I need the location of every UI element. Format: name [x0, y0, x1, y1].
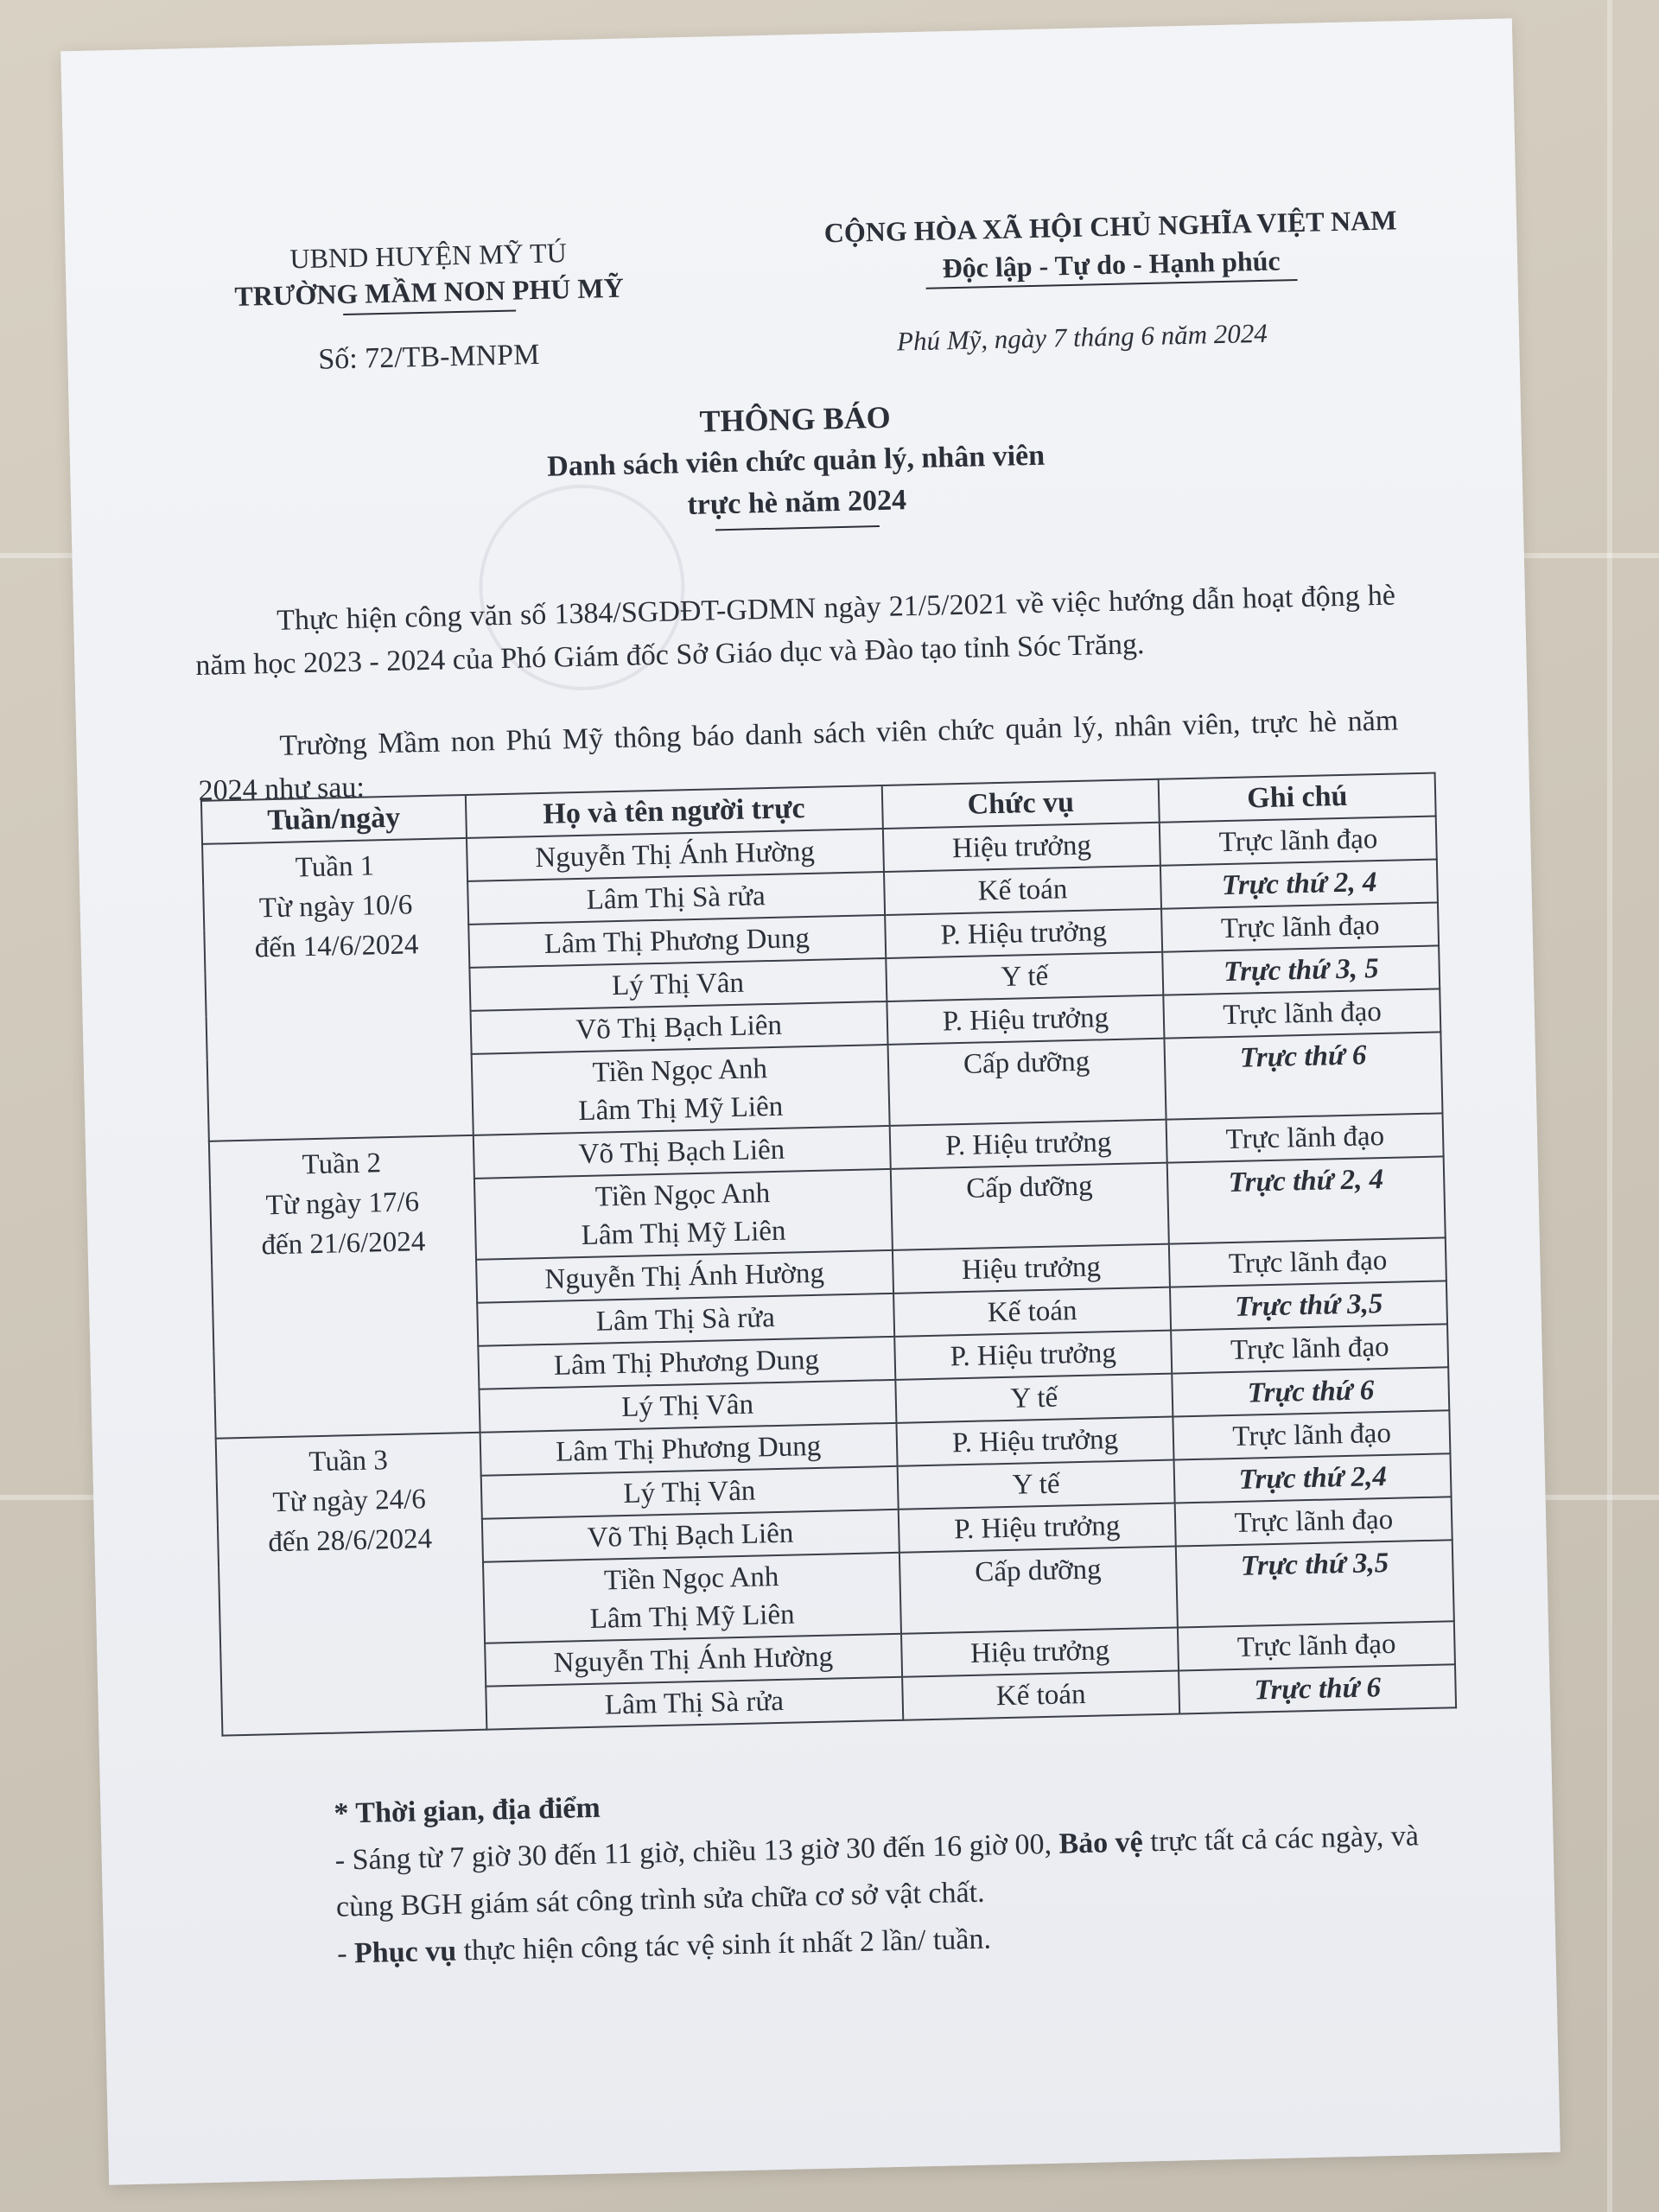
note-cell: Trực lãnh đạo [1173, 1410, 1451, 1459]
note-cell: Trực lãnh đạo [1169, 1237, 1446, 1287]
week-from: Từ ngày 10/6 [258, 889, 413, 925]
staff-name: Võ Thị Bạch Liên [587, 1517, 794, 1554]
staff-name: Nguyễn Thị Ánh Hường [544, 1257, 825, 1296]
position-cell: Hiệu trưởng [883, 823, 1161, 872]
note-cell: Trực lãnh đạo [1175, 1497, 1452, 1546]
week-to: đến 28/6/2024 [267, 1523, 433, 1559]
staff-name: Lâm Thị Mỹ Liên [578, 1090, 784, 1128]
position-cell: Y tế [895, 1374, 1173, 1423]
notes-text: thực hiện công tác vệ sinh ít nhất 2 lần/ tuần. [455, 1923, 992, 1967]
staff-name: Lâm Thị Sà rửa [604, 1685, 785, 1721]
staff-name-cell [474, 1169, 893, 1260]
note-cell: Trực thứ 2,4 [1174, 1453, 1452, 1503]
position-cell: Y tế [886, 952, 1164, 1001]
staff-name: Lý Thị Vân [611, 967, 745, 1002]
position-cell: P. Hiệu trưởng [898, 1503, 1176, 1553]
staff-name: Lâm Thị Sà rửa [595, 1302, 776, 1338]
paragraph-1 [194, 574, 1397, 688]
national-header [756, 200, 1466, 294]
position-cell: P. Hiệu trưởng [885, 909, 1163, 958]
paragraph-1-text: Thực hiện công văn số 1384/SGDĐT-GDMN ngày 21/5/2021 về việc hướng dẫn hoạt động hè năm học 2023 - 2024 của Phó Giám đốc Sở Giáo dục và Đào tạo tỉnh Sóc Trăng. [194, 579, 1396, 683]
position-cell: Kế toán [893, 1287, 1172, 1337]
column-header: Chức vụ [881, 779, 1160, 829]
notes-text: - [336, 1937, 355, 1970]
note-cell: Trực lãnh đạo [1172, 1324, 1449, 1373]
note-cell: Trực lãnh đạo [1178, 1621, 1455, 1670]
floor-tile-seam [1607, 0, 1612, 2212]
week-label: Tuần 3 [308, 1445, 389, 1478]
note-cell: Trực thứ 2, 4 [1167, 1156, 1446, 1243]
note-cell: Trực thứ 6 [1165, 1032, 1443, 1119]
school-name: TRƯỜNG MẦM NON PHÚ MỸ [234, 271, 625, 312]
note-cell: Trực lãnh đạo [1166, 1113, 1444, 1162]
note-cell: Trực thứ 3, 5 [1163, 945, 1440, 995]
week-from: Từ ngày 24/6 [272, 1484, 427, 1519]
position-cell: P. Hiệu trưởng [889, 1120, 1167, 1169]
staff-name: Tiền Ngọc Anh [592, 1053, 768, 1089]
staff-name: Lý Thị Vân [620, 1389, 754, 1424]
paragraph-2-text: Trường Mầm non Phú Mỹ thông báo danh sách viên chức quản lý, nhân viên, trực hè năm 2024 như sau: [198, 704, 1399, 807]
national-motto: Độc lập - Tự do - Hạnh phúc [942, 245, 1281, 284]
week-to: đến 21/6/2024 [261, 1226, 426, 1262]
week-label: Tuần 1 [295, 850, 375, 884]
staff-name-cell [483, 1553, 901, 1643]
issuer-header [186, 232, 671, 319]
week-to: đến 14/6/2024 [254, 929, 419, 964]
position-cell: Y tế [897, 1460, 1175, 1510]
note-cell: Trực thứ 3,5 [1170, 1281, 1447, 1330]
title-main: THÔNG BÁO [699, 399, 892, 439]
staff-name: Võ Thị Bạch Liên [575, 1009, 783, 1046]
agency-name: UBND HUYỆN MỸ TÚ [289, 237, 568, 275]
staff-name: Lâm Thị Phương Dung [555, 1430, 822, 1468]
staff-name: Nguyễn Thị Ánh Hường [553, 1641, 834, 1679]
position-cell: P. Hiệu trưởng [896, 1417, 1174, 1466]
title-line-2: trực hè năm 2024 [687, 484, 907, 522]
note-cell: Trực thứ 2, 4 [1160, 859, 1438, 908]
staff-name: Nguyễn Thị Ánh Hường [535, 836, 816, 874]
title-line-1: Danh sách viên chức quản lý, nhân viên [546, 439, 1046, 483]
title-underline [715, 525, 880, 531]
note-cell: Trực thứ 6 [1173, 1367, 1450, 1416]
column-header: Họ và tên người trực [465, 785, 882, 838]
position-cell: Kế toán [902, 1670, 1180, 1719]
position-cell: Cấp dưỡng [890, 1163, 1169, 1250]
document-date: Phú Mỹ, ngày 7 tháng 6 năm 2024 [896, 317, 1268, 357]
week-cell [216, 1433, 486, 1736]
staff-name: Lâm Thị Mỹ Liên [589, 1599, 795, 1635]
week-cell [202, 838, 473, 1141]
staff-name: Võ Thị Bạch Liên [578, 1134, 785, 1171]
staff-name: Lâm Thị Sà rửa [586, 880, 766, 916]
column-header: Tuần/ngày [201, 795, 467, 844]
note-cell: Trực lãnh đạo [1164, 988, 1441, 1038]
note-cell: Trực thứ 3,5 [1176, 1540, 1454, 1627]
staff-name-cell [486, 1677, 903, 1730]
notes-section [238, 1765, 1470, 1980]
week-label: Tuần 2 [302, 1147, 382, 1181]
position-cell: Cấp dưỡng [887, 1039, 1166, 1126]
position-cell: Cấp dưỡng [899, 1547, 1179, 1634]
staff-name: Lâm Thị Phương Dung [543, 922, 810, 960]
notes-bold-term: Phục vụ [353, 1935, 457, 1970]
staff-name: Lâm Thị Phương Dung [553, 1344, 820, 1382]
column-header: Ghi chú [1159, 773, 1436, 823]
document-page [60, 18, 1560, 2184]
notes-text: - Sáng từ 7 giờ 30 đến 11 giờ, chiều 13 giờ 30 đến 16 giờ 00, [334, 1827, 1059, 1877]
staff-name: Tiền Ngọc Anh [603, 1560, 779, 1597]
note-cell: Trực thứ 6 [1179, 1664, 1457, 1713]
staff-name: Tiền Ngọc Anh [594, 1178, 771, 1213]
country-name: CỘNG HÒA XÃ HỘI CHỦ NGHĨA VIỆT NAM [823, 204, 1397, 249]
document-title [328, 387, 1264, 539]
staff-name-cell [471, 1045, 889, 1135]
position-cell: P. Hiệu trưởng [894, 1331, 1173, 1380]
position-cell: Kế toán [884, 866, 1162, 915]
duty-roster-table [200, 772, 1457, 1736]
notes-text: trực tất cả các ngày, và cùng BGH giám sát công trình sửa chữa cơ sở vật chất. [335, 1820, 1420, 1923]
position-cell: Hiệu trưởng [901, 1628, 1179, 1677]
week-from: Từ ngày 17/6 [265, 1186, 420, 1222]
position-cell: Hiệu trưởng [893, 1244, 1171, 1294]
document-number: Số: 72/TB-MNPM [317, 338, 540, 376]
staff-name: Lý Thị Vân [623, 1475, 756, 1510]
note-cell: Trực lãnh đạo [1161, 902, 1439, 951]
notes-bold-term: Bảo vệ [1058, 1826, 1144, 1860]
staff-name: Lâm Thị Mỹ Liên [581, 1215, 786, 1252]
note-cell: Trực lãnh đạo [1160, 816, 1437, 865]
position-cell: P. Hiệu trưởng [887, 995, 1165, 1045]
notes-heading: * Thời gian, địa điểm [334, 1791, 601, 1830]
week-cell [209, 1135, 480, 1439]
